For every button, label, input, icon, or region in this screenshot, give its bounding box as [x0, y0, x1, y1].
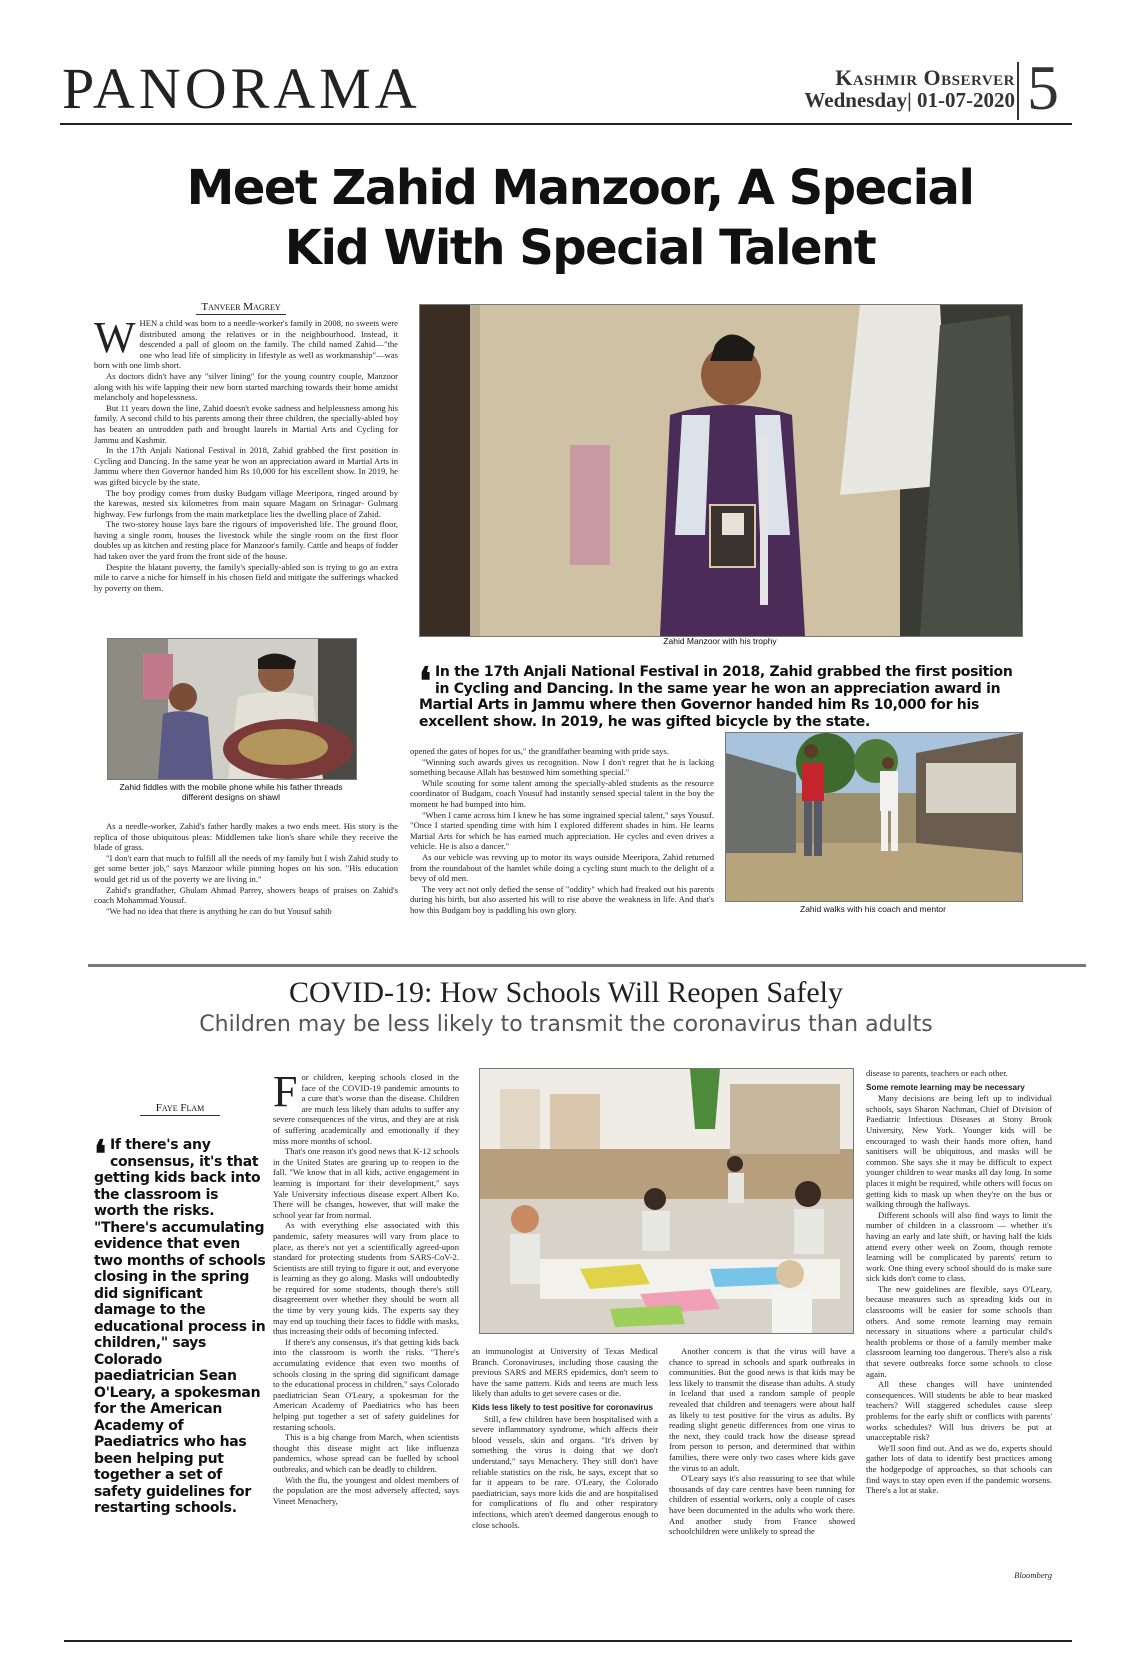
paragraph: opened the gates of hopes for us," the grandfather beaming with pride says.	[410, 746, 669, 756]
paragraph: Despite the blatant poverty, the family's specially-abled son is trying to go an extra mile to carve a niche for himself in his chosen field and mitigate the sufferings whacked by poverty on them.	[94, 561, 398, 593]
paragraph: "We had no idea that there is anything he can do but Yousuf sahib	[106, 905, 332, 916]
photo-illustration	[108, 639, 356, 779]
pull-quote-text: Zahid grabbed the first position in Cycling and Dancing. In the same year he won an appreciation award in Martial Arts in Jammu where then Governor handed him Rs 10,000 for his excellent show. In 2019, he was gifted bicycle by the state.	[419, 664, 1013, 730]
paragraph: We'll soon find out. And as we do, experts should gather lots of data to identify best practices among the hodgepodge of approaches, so that schools can find ways to stay open even if the pandemic worsens. There's a lot at stake.	[866, 1442, 1052, 1496]
section-divider	[88, 964, 1086, 967]
pull-quote-lead: In the 17th Anjali National Festival in 2018,	[434, 664, 765, 680]
paragraph: As a needle-worker, Zahid's father hardly makes a two ends meet. His story is the replica of those ubiquitous pleas: Middlemen take lion's share while they receive the blade of grass.	[94, 821, 398, 853]
photo-classroom	[479, 1068, 854, 1334]
article2-byline: Faye Flam	[140, 1102, 220, 1116]
paragraph: The boy prodigy comes from dusky Budgam village Meeripora, ringed around by the karewas, nested six kilometres from main square Magam on Srinagar- Gulmarg highway. Few furlongs from the main marketplace lies the dwelling place of Zahid.	[94, 487, 398, 519]
article2-subheadline: Children may be less likely to transmit the coronavirus than adults	[199, 1012, 933, 1037]
paragraph: "Winning such awards gives us recognition. Now I don't regret that he is lacking something because Allah has bestowed him something special."	[410, 756, 714, 778]
paragraph: an immunologist at University of Texas Medical Branch. Coronaviruses, including those causing the previous SARS and MERS epidemics, don't seem to have the same pattern. Kids and teens are much less likely than adults to get severe cases or die.	[472, 1346, 658, 1399]
article2-column-2	[472, 1346, 658, 1584]
page-bottom-rule	[64, 1640, 1072, 1642]
article2-column-3	[669, 1346, 855, 1584]
article1-headline: Meet Zahid Manzoor, A Special Kid With Special Talent	[186, 160, 974, 276]
paragraph: HEN a child was born to a needle-worker's family in 2008, no sweets were distributed among the relatives or in the neighbourhood. Instead, it descended a pall of gloom on the family. The child named Zahid—"the one who lead life of simplicity in lifestyle as well as workmanship"—was born with one limb short.	[94, 318, 398, 371]
paragraph: All these changes will have unintended consequences. Will students be able to hear masked teachers? Will staggered schedules cause sleep problems for the early shift or conflicts with parents' works schedules? Will bus drivers be put at unacceptable risk?	[866, 1379, 1052, 1443]
paragraph: While scouting for some talent among the specially-abled students as the resource coordinator of Budgam, coach Yousuf had instantly sensed special talent in the boy the moment he had bumped into him.	[410, 777, 714, 809]
paragraph: Different schools will also find ways to limit the number of children in a classroom — whether it's having an early and late shift, or having half the kids attend every other week on Zoom, though remote learning will be complicated by parents' return to work. One thing every school should do is make sure sick kids don't come to class.	[866, 1209, 1052, 1284]
article1-pull-quote	[419, 658, 1021, 730]
paragraph: The new guidelines are flexible, says O'Leary, because measures such as spreading kids out in classrooms will be easier for some schools than others. And some remote learning may remain necessary in situations where a particular child's health problems or those of a family member make classroom learning too dangerous. There's also a risk that severe outbreaks force some schools to close again.	[866, 1283, 1052, 1379]
paragraph: This is a big change from March, when scientists thought this disease might act like influenza pandemics, whose spread can be fuelled by school outbreaks, and which can be deadly to children.	[273, 1432, 459, 1474]
article2-credit: Bloomberg	[1014, 1570, 1052, 1580]
paragraph: As with everything else associated with this pandemic, safety measures will vary from place to place, as there's not yet a scientifically agreed-upon standard for protecting students from SARS-CoV-2. Scientists are still trying to figure it out, and everyone is learning as they go along. Masks will undoubtedly be required for some students, though there's still disagreement over whether they should be worn all the time by very young kids. The experts say they may end up touching their faces to fiddle with masks, thus increasing their odds of becoming infected.	[273, 1220, 459, 1337]
paragraph: As our vehicle was revving up to motor its ways outside Meeripora, Zahid returned from the roundabout of the hamlet while doing a cycling stunt much to the delight of a bevy of old men.	[410, 851, 714, 884]
issue-day: Wednesday	[804, 88, 908, 113]
photo-illustration	[420, 305, 1022, 636]
drop-cap: F	[273, 1072, 298, 1116]
article1-byline: Tanveer Magrey	[196, 301, 286, 315]
subheading: Some remote learning may be necessary	[866, 1082, 1025, 1092]
section-title: PANORAMA	[62, 56, 421, 121]
paragraph: With the flu, the youngest and oldest members of the population are the most adversely affected, says Vineet Menachery,	[273, 1474, 459, 1506]
paragraph: As doctors didn't have any "silver lining" for the young country couple, Manzoor along with his wife lapping their new born started marching towards their home amidst melancholy and hopelessness.	[94, 370, 398, 403]
pull-quote-text: consensus, it's that getting kids back into the classroom is worth the risks. "There's accumulating evidence that even two months of schools closing in the spring did significant damage to the educational process in children," says Colorado paediatrician Sean O'Leary, a spokesman for the American Academy of Paediatrics who has been helping put together a set of safety guidelines for restarting schools.	[94, 1153, 266, 1516]
photo-illustration	[480, 1069, 853, 1333]
article2-column-1	[273, 1072, 459, 1584]
pull-quote-lead: If there's any	[109, 1137, 211, 1153]
article1-column-3	[410, 746, 714, 922]
masthead-rule	[60, 123, 1072, 125]
article2-headline: COVID-19: How Schools Will Reopen Safely	[288, 976, 844, 1009]
paragraph: "I don't earn that much to fulfill all the needs of my family but I wish Zahid study to get some better job," says Manzoor while pinning hopes on his son. "His education would get rid us of the poverty we are living in."	[94, 852, 398, 884]
photo-coach-mentor	[725, 732, 1023, 902]
quote-mark-icon: ❛	[419, 658, 431, 703]
issue-date: Wednesday| 01-07-2020	[804, 88, 1015, 113]
drop-cap: W	[94, 318, 136, 362]
caption-left-photo: Zahid fiddles with the mobile phone while his father threads different designs on shawl	[119, 782, 343, 802]
paragraph: In the 17th Anjali National Festival in 2018, Zahid grabbed the first position in Cycling and Dancing. In the same year he won an appreciation award in Martial Arts in Jammu where then Governor handed him Rs 10,000 for his excellent show. In 2019, he was gifted bicycle by the state.	[94, 445, 398, 487]
caption-right-photo: Zahid walks with his coach and mentor	[800, 904, 946, 914]
paragraph: But 11 years down the line, Zahid doesn't evoke sadness and helplessness among his family. A second child to his parents among their three children, the specially-abled boy has beaten an untrodden path and brought laurels in Martial Arts and Cycling for Jammu and Kashmir.	[94, 402, 398, 445]
paragraph: Still, a few children have been hospitalised with a severe inflammatory syndrome, which affects their blood vessels, skin and organs. "It's driven by something the virus is doing that we don't understand," says Menachery. They still don't have reliable statistics on the risk, he says, except that so far it appears to be rare. O'Leary, the Colorado paediatrician, says more kids die and are hospitalised for complications of flu and other respiratory infections, which aren't deemed dangerous enough to close schools.	[472, 1413, 658, 1530]
paragraph: The two-storey house lays bare the rigours of impoverished life. The ground floor, having a single room, houses the livestock while the single room on the first floor doubles up as kitchen and resting place for Manzoor's family. Cattle and heaps of fodder had taken over the yard from the front side of the house.	[94, 519, 398, 562]
paragraph: If there's any consensus, it's that getting kids back into the classroom is worth the risks. "There's accumulating evidence that even two months of schools closing in the spring did significant damage to the educational process in children," says Colorado paediatrician Sean O'Leary, a spokesman for the American Academy of Paediatrics who has been helping put together a set of safety guidelines for restarting schools.	[273, 1336, 459, 1432]
article2-column-4	[866, 1068, 1052, 1564]
paragraph: That's one reason it's good news that K-12 schools in the United States are gearing up to reopen in the fall. "We know that in all kids, active engagement in learning is important for their development," says Yale University infectious disease expert Albert Ko. There will be changes, however, that will make the school year far from normal.	[273, 1146, 459, 1220]
paragraph: "When I came across him I knew he has some ingrained special talent," says Yousuf. "Once I started spending time with him I explored different shades in him. He learns Martial Arts for which he has earned much appreciation. He cycles and even drives a vehicle. He is also a dancer."	[410, 809, 714, 852]
publication-block	[804, 66, 1015, 111]
page-number: 5	[1027, 52, 1059, 123]
paragraph: or children, keeping schools closed in the face of the COVID-19 pandemic amounts to a cure that's worse than the disease. Children are much less likely than adults to suffer any severe consequences of the virus, and they are at risk of suffering academically and emotionally if they miss more months of school.	[273, 1072, 459, 1146]
publication-name: Kashmir Observer	[835, 65, 1015, 90]
page-number-divider	[1017, 62, 1019, 120]
issue-date-value: 01-07-2020	[917, 88, 1015, 113]
article2-pull-quote	[94, 1131, 266, 1517]
paragraph: Many decisions are being left up to individual schools, says Sharon Nachman, Chief of Division of Paediatric Infectious Diseases at Stony Brook University, New York. Younger kids will be encouraged to wash their hands more often, hand sanitisers will be ubiquitous, and masks will be common. She says she it may be difficult to expect younger children to wear masks all day long. In some places it might be required, while others will focus on getting kids to mask up when they're on the bus or walking through the hallways.	[866, 1093, 1052, 1210]
quote-mark-icon: ❛	[94, 1131, 106, 1176]
photo-illustration	[726, 733, 1022, 901]
main-photo-trophy	[419, 304, 1023, 637]
paragraph: Zahid's grandfather, Ghulam Ahmad Parrey, showers heaps of praises on Zahid's coach Mohammad Yousuf.	[94, 884, 398, 906]
paragraph: The very act not only defied the sense of "oddity" which had freaked out his parents during his birth, but also asserted his will to rise above the weakness in life. And that's how this Budgam boy is paddling his own glory.	[410, 883, 714, 915]
paragraph: disease to parents, teachers or each other.	[866, 1068, 1008, 1078]
article1-column-1	[94, 318, 398, 636]
paragraph: O'Leary says it's also reassuring to see that while thousands of day care centres have been running for children of essential workers, only a couple of cases have been documented in the adults who work there. And another study from France showed schoolchildren were unlikely to spread the	[669, 1473, 855, 1537]
caption-main-photo: Zahid Manzoor with his trophy	[663, 636, 777, 646]
photo-father-son	[107, 638, 357, 780]
subheading: Kids less likely to test positive for coronavirus	[472, 1402, 654, 1412]
article1-column-2	[94, 821, 398, 929]
paragraph: Another concern is that the virus will have a chance to spread in schools and spark outbreaks in communities. But the good news is that kids may be less likely to transmit the disease than adults. A study in Iceland that used a random sample of people revealed that children and teenagers were about half as likely to test positive for the virus as adults. By reading slight genetic differences from one virus to the next, they could track how the disease spread from person to person, and determined that within families, there were only two cases where kids gave the virus to an adult.	[669, 1346, 855, 1473]
